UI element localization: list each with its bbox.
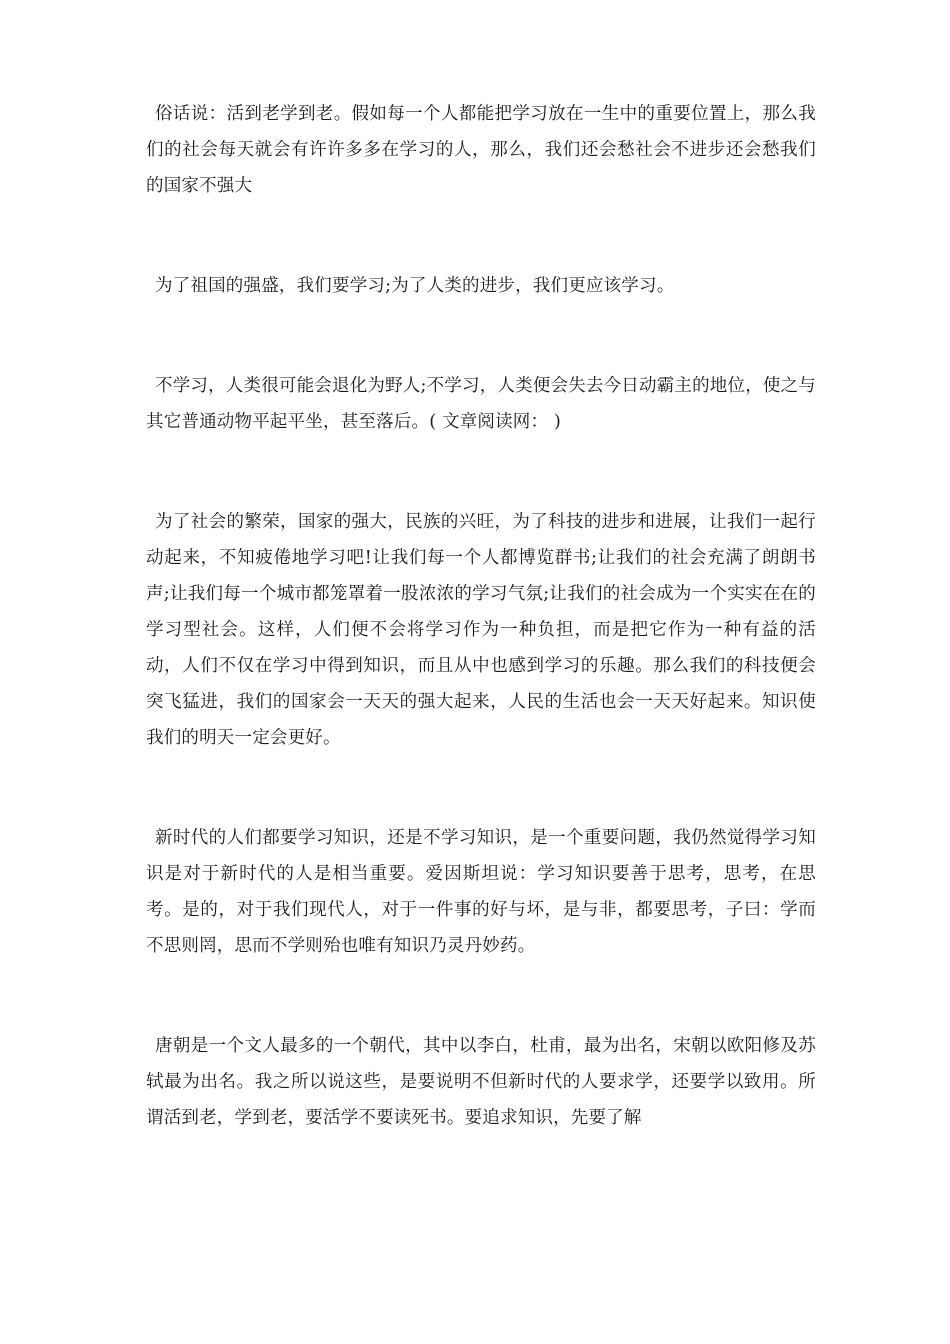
paragraph-gap xyxy=(146,964,816,1028)
paragraph-1: 俗话说：活到老学到老。假如每一个人都能把学习放在一生中的重要位置上，那么我们的社会每天就会有许许多多在学习的人，那么，我们还会愁社会不进步还会愁我们的国家不强大 xyxy=(146,104,816,196)
paragraph-gap xyxy=(146,204,816,268)
paragraph-3: 不学习，人类很可能会退化为野人;不学习，人类便会失去今日动霸主的地位，使之与其它普通动物平起平坐，甚至落后。( 文章阅读网： ) xyxy=(146,376,816,432)
paragraph-2: 为了祖国的强盛，我们要学习;为了人类的进步，我们更应该学习。 xyxy=(155,276,675,296)
paragraph-6: 唐朝是一个文人最多的一个朝代，其中以李白，杜甫，最为出名，宋朝以欧阳修及苏轼最为出名。我之所以说这些，是要说明不但新时代的人要求学，还要学以致用。所谓活到老，学到老，要活学不要读死书。要追求知识，先要了解 xyxy=(146,1036,816,1128)
paragraph-4: 为了社会的繁荣，国家的强大，民族的兴旺，为了科技的进步和进展，让我们一起行动起来，不知疲倦地学习吧!让我们每一个人都博览群书;让我们的社会充满了朗朗书声;让我们每一个城市都笼罩着一股浓浓的学习气氛;让我们的社会成为一个实实在在的学习型社会。这样，人们便不会将学习作为一种负担，而是把它作为一种有益的活动，人们不仅在学习中得到知识，而且从中也感到学习的乐趣。那么我们的科技便会突飞猛进，我们的国家会一天天的强大起来，人民的生活也会一天天好起来。知识使我们的明天一定会更好。 xyxy=(146,512,816,748)
paragraph-5: 新时代的人们都要学习知识，还是不学习知识，是一个重要问题，我仍然觉得学习知识是对于新时代的人是相当重要。爱因斯坦说：学习知识要善于思考，思考，在思考。是的，对于我们现代人，对于一件事的好与坏，是与非，都要思考，子曰：学而不思则罔，思而不学则殆也唯有知识乃灵丹妙药。 xyxy=(146,828,816,956)
document-body xyxy=(146,96,816,1136)
paragraph-gap xyxy=(146,756,816,820)
paragraph-gap xyxy=(146,440,816,504)
paragraph-gap xyxy=(146,304,816,368)
